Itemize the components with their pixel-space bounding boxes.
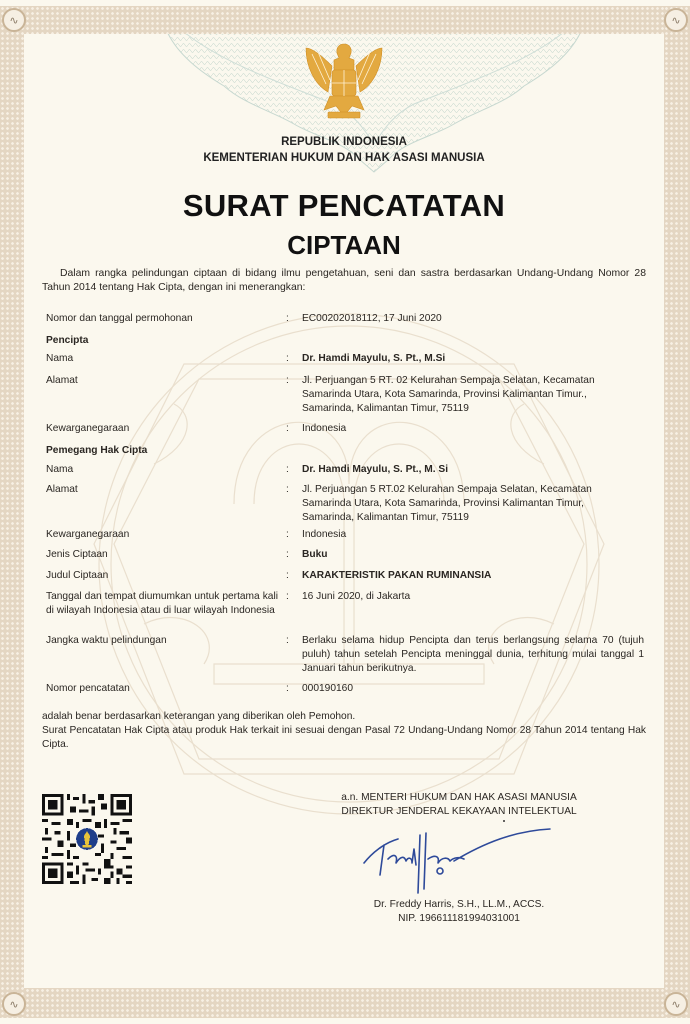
- work-title-value: KARAKTERISTIK PAKAN RUMINANSIA: [302, 570, 492, 581]
- creator-citizenship-row: [46, 422, 644, 436]
- holder-address-label: Alamat: [46, 484, 78, 495]
- border-right: [664, 6, 690, 1018]
- corner-ornament-icon: ∿: [2, 992, 26, 1016]
- application-value: EC00202018112, 17 Juni 2020: [302, 313, 442, 324]
- publication-value: 16 Juni 2020, di Jakarta: [302, 591, 411, 602]
- ministry-heading: KEMENTERIAN HUKUM DAN HAK ASASI MANUSIA: [203, 152, 485, 164]
- qr-code[interactable]: [42, 794, 132, 884]
- application-label: Nomor dan tanggal permohonan: [46, 313, 193, 324]
- holder-name-label: Nama: [46, 464, 74, 475]
- legal-basis-statement: Surat Pencatatan Hak Cipta atau produk Hak terkait ini sesuai dengan Pasal 72 Undang-Undang Nomor 28 Tahun 2014 tentang Hak Cipta.: [42, 725, 646, 750]
- creator-citizenship-value: Indonesia: [302, 423, 347, 434]
- document-subtitle: CIPTAAN: [287, 230, 401, 260]
- work-title-row: [46, 569, 644, 583]
- publication-label: Tanggal dan tempat diumumkan untuk pertama kali di wilayah Indonesia atau di luar wilayah Indonesia: [46, 591, 278, 616]
- holder-citizenship-row: [46, 528, 644, 542]
- country-heading: REPUBLIK INDONESIA: [281, 136, 407, 148]
- colon: :: [286, 375, 289, 386]
- colon: :: [286, 529, 289, 540]
- creator-section-heading: Pencipta: [46, 335, 89, 346]
- document-title: SURAT PENCATATAN: [182, 188, 506, 223]
- closing-statement: adalah benar berdasarkan keterangan yang diberikan oleh Pemohon.: [42, 711, 356, 722]
- creator-name-label: Nama: [46, 353, 74, 364]
- record-number-row: [46, 682, 644, 696]
- border-left: [0, 6, 24, 1018]
- colon: :: [286, 353, 289, 364]
- work-type-label: Jenis Ciptaan: [46, 549, 108, 560]
- creator-name-value: Dr. Hamdi Mayulu, S. Pt., M.Si: [302, 353, 446, 364]
- handwritten-signature: [354, 819, 554, 899]
- colon: :: [286, 313, 289, 324]
- publication-row: [46, 590, 644, 618]
- holder-name-row: [46, 463, 644, 477]
- corner-ornament-icon: ∿: [664, 992, 688, 1016]
- intro-paragraph: Dalam rangka pelindungan ciptaan di bidang ilmu pengetahuan, seni dan sastra berdasarkan Undang-Undang Nomor 28 Tahun 2014 tentang Hak Cipta, dengan ini menerangkan:: [42, 268, 646, 293]
- protection-row: [46, 634, 644, 676]
- colon: :: [286, 423, 289, 434]
- work-type-row: [46, 548, 644, 562]
- creator-citizenship-label: Kewarganegaraan: [46, 423, 130, 434]
- work-title-label: Judul Ciptaan: [46, 570, 109, 581]
- colon: :: [286, 570, 289, 581]
- colon: :: [286, 484, 289, 495]
- holder-section-heading: Pemegang Hak Cipta: [46, 445, 148, 456]
- colon: :: [286, 464, 289, 475]
- application-row: [46, 312, 644, 326]
- holder-address-row: [46, 483, 644, 525]
- signatory-nip: NIP. 196611181994031001: [398, 913, 520, 924]
- holder-address-value: Jl. Perjuangan 5 RT.02 Kelurahan Sempaja Selatan, Kecamatan Samarinda Utara, Kota Samarinda, Provinsi Kalimantan Timur, Samarinda, Kalimantan Timur, 75119: [302, 484, 592, 523]
- signatory-name: Dr. Freddy Harris, S.H., LL.M., ACCS.: [373, 899, 545, 910]
- holder-citizenship-value: Indonesia: [302, 529, 347, 540]
- garuda-emblem-icon: [294, 36, 394, 126]
- record-number-value: 000190160: [302, 683, 353, 694]
- border-top: [0, 6, 690, 34]
- colon: :: [286, 591, 289, 602]
- certificate-body: [24, 34, 664, 988]
- protection-label: Jangka waktu pelindungan: [46, 635, 167, 646]
- signatory-position: DIREKTUR JENDERAL KEKAYAAN INTELEKTUAL: [341, 806, 577, 817]
- creator-address-label: Alamat: [46, 375, 78, 386]
- colon: :: [286, 549, 289, 560]
- colon: :: [286, 683, 289, 694]
- border-bottom: [0, 988, 690, 1018]
- corner-ornament-icon: ∿: [664, 8, 688, 32]
- holder-citizenship-label: Kewarganegaraan: [46, 529, 130, 540]
- holder-name-value: Dr. Hamdi Mayulu, S. Pt., M. Si: [302, 464, 449, 475]
- protection-value: Berlaku selama hidup Pencipta dan terus berlangsung selama 70 (tujuh puluh) tahun setelah Pencipta meninggal dunia, terhitung mulai tanggal 1 Januari tahun berikutnya.: [302, 635, 644, 674]
- creator-address-value: Jl. Perjuangan 5 RT. 02 Kelurahan Sempaja Selatan, Kecamatan Samarinda Utara, Kota Samarinda, Provinsi Kalimantan Timur., Samarinda, Kalimantan Timur, 75119: [302, 375, 595, 414]
- colon: :: [286, 635, 289, 646]
- corner-ornament-icon: ∿: [2, 8, 26, 32]
- work-type-value: Buku: [302, 549, 328, 560]
- signatory-on-behalf: a.n. MENTERI HUKUM DAN HAK ASASI MANUSIA: [341, 792, 577, 803]
- record-number-label: Nomor pencatatan: [46, 683, 130, 694]
- creator-address-row: [46, 374, 644, 416]
- creator-name-row: [46, 352, 644, 366]
